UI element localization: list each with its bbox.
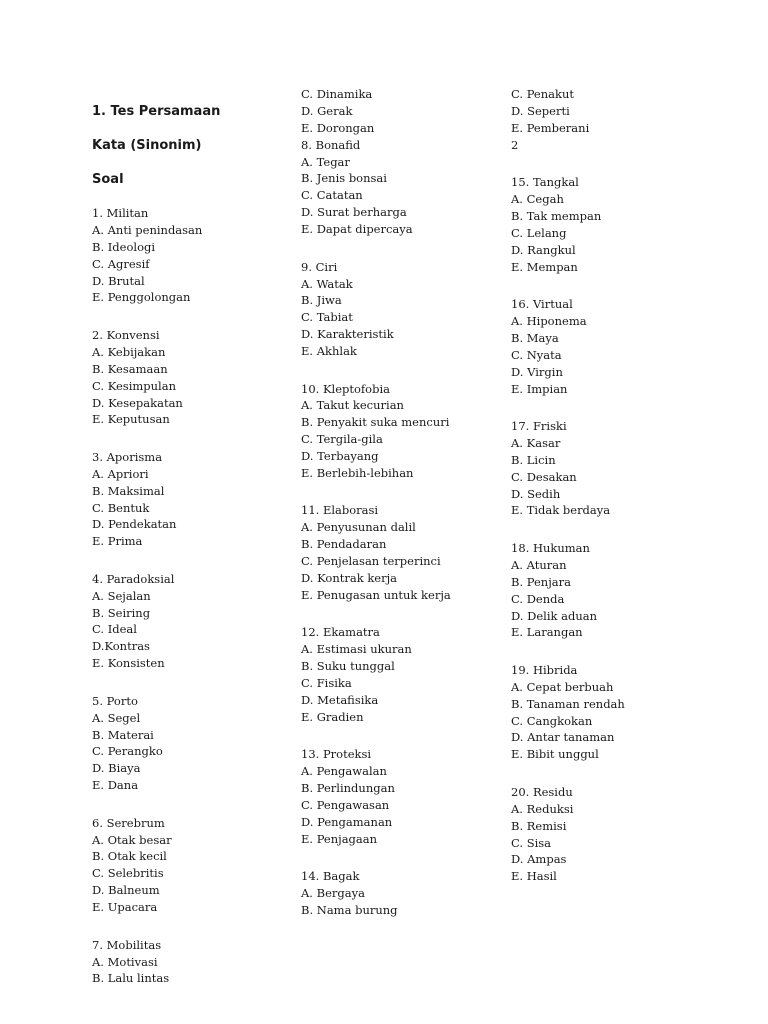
- question-block: [92, 693, 282, 794]
- answer-option: B. Seiring: [92, 605, 151, 620]
- answer-option: B. Penjara: [511, 574, 571, 589]
- answer-option: E. Penjagaan: [301, 831, 378, 846]
- answer-option: A. Kasar: [511, 435, 561, 450]
- answer-option: B. Pendadaran: [301, 537, 387, 552]
- answer-option: A. Sejalan: [92, 588, 151, 603]
- block-spacer: [92, 916, 282, 937]
- answer-option: B. Nama burung: [301, 903, 398, 918]
- question-block: [92, 571, 282, 672]
- question-text: 13. Proteksi: [301, 747, 372, 762]
- question-text: 10. Kleptofobia: [301, 381, 391, 396]
- question-text: 6. Serebrum: [92, 815, 165, 830]
- block-spacer: [511, 641, 711, 662]
- answer-option: D. Gerak: [301, 103, 353, 118]
- answer-option: A. Kebijakan: [92, 344, 166, 359]
- answer-option: A. Takut kecurian: [301, 398, 404, 413]
- question-block: [92, 449, 282, 550]
- answer-option: E. Bibit unggul: [511, 747, 599, 762]
- block-spacer: [92, 428, 282, 449]
- answer-option: C. Sisa: [511, 835, 552, 850]
- answer-option: D. Ampas: [511, 852, 567, 867]
- question-block: [301, 86, 501, 238]
- answer-option: A. Apriori: [92, 466, 149, 481]
- block-spacer: [92, 550, 282, 571]
- block-spacer: [511, 763, 711, 784]
- question-text: 18. Hukuman: [511, 540, 590, 555]
- question-text: 5. Porto: [92, 693, 138, 708]
- answer-option: E. Tidak berdaya: [511, 503, 611, 518]
- answer-option: B. Penyakit suka mencuri: [301, 415, 450, 430]
- answer-option: E. Hasil: [511, 869, 557, 884]
- answer-option: D. Brutal: [92, 273, 145, 288]
- answer-option: C. Pengawasan: [301, 798, 390, 813]
- answer-option: C. Fisika: [301, 676, 352, 691]
- answer-option: D. Kesepakatan: [92, 395, 183, 410]
- block-spacer: [511, 154, 711, 175]
- question-text: 3. Aporisma: [92, 449, 163, 464]
- question-text: 12. Ekamatra: [301, 625, 380, 640]
- answer-option: A. Reduksi: [511, 801, 574, 816]
- question-text: 15. Tangkal: [511, 175, 579, 190]
- answer-option: E. Dorongan: [301, 120, 375, 135]
- answer-option: E. Penggolongan: [92, 290, 191, 305]
- answer-option: E. Dana: [92, 778, 139, 793]
- question-block: [511, 784, 711, 885]
- answer-option: D. Delik aduan: [511, 608, 598, 623]
- answer-option: C. Kesimpulan: [92, 378, 176, 393]
- answer-option: D. Terbayang: [301, 449, 379, 464]
- question-text: 20. Residu: [511, 784, 573, 799]
- title-line-1: 1. Tes Persamaan: [92, 104, 221, 119]
- answer-option: A. Cepat berbuah: [511, 679, 614, 694]
- answer-option: E. Pemberani: [511, 120, 590, 135]
- answer-option: B. Materai: [92, 727, 154, 742]
- answer-option: A. Tegar: [301, 154, 350, 169]
- question-block: [92, 815, 282, 916]
- question-block: [511, 174, 711, 275]
- answer-option: A. Penyusunan dalil: [301, 520, 416, 535]
- block-spacer: [92, 794, 282, 815]
- question-text: 14. Bagak: [301, 869, 360, 884]
- answer-option: D. Antar tanaman: [511, 730, 615, 745]
- column-2: [301, 86, 501, 919]
- answer-option: D. Surat berharga: [301, 205, 407, 220]
- answer-option: A. Estimasi ukuran: [301, 642, 412, 657]
- answer-option: A. Motivasi: [92, 954, 158, 969]
- title-line-2: Kata (Sinonim): [92, 138, 202, 153]
- block-spacer: [511, 519, 711, 540]
- answer-option: E. Impian: [511, 381, 568, 396]
- question-block: [301, 502, 501, 603]
- question-text: 9. Ciri: [301, 259, 338, 274]
- column-3: [511, 86, 711, 885]
- answer-option: A. Pengawalan: [301, 764, 387, 779]
- question-text: 8. Bonafid: [301, 137, 361, 152]
- answer-option: B. Maksimal: [92, 483, 165, 498]
- answer-option: A. Otak besar: [92, 832, 172, 847]
- question-block: [92, 937, 282, 988]
- answer-option: C. Penjelasan terperinci: [301, 554, 441, 569]
- block-spacer: [301, 848, 501, 869]
- answer-option: E. Keputusan: [92, 412, 170, 427]
- answer-option: D. Metafisika: [301, 692, 379, 707]
- block-spacer: [301, 726, 501, 747]
- answer-option: D. Pengamanan: [301, 814, 393, 829]
- answer-option: C. Nyata: [511, 347, 562, 362]
- answer-option: B. Tak mempan: [511, 208, 602, 223]
- answer-option: D. Rangkul: [511, 242, 576, 257]
- answer-option: E. Konsisten: [92, 656, 165, 671]
- answer-option: C. Agresif: [92, 256, 150, 271]
- question-block: [92, 327, 282, 428]
- question-block: [511, 296, 711, 397]
- answer-option: B. Licin: [511, 452, 556, 467]
- question-text: 11. Elaborasi: [301, 503, 379, 518]
- answer-option: D. Biaya: [92, 761, 141, 776]
- block-spacer: [301, 360, 501, 381]
- answer-option: C. Lelang: [511, 225, 567, 240]
- answer-option: B. Maya: [511, 330, 559, 345]
- answer-option: E. Gradien: [301, 709, 364, 724]
- question-block: [511, 662, 711, 763]
- answer-option: A. Watak: [301, 276, 353, 291]
- block-spacer: [301, 482, 501, 503]
- answer-option: E. Prima: [92, 534, 143, 549]
- answer-option: D. Balneum: [92, 883, 160, 898]
- answer-option: B. Otak kecil: [92, 849, 167, 864]
- question-block: [301, 746, 501, 847]
- answer-option: D. Kontrak kerja: [301, 571, 398, 586]
- block-spacer: [92, 672, 282, 693]
- question-block: [301, 624, 501, 725]
- answer-option: B. Lalu lintas: [92, 971, 170, 986]
- answer-option: C. Selebritis: [92, 866, 164, 881]
- question-block: [92, 205, 282, 306]
- answer-option: B. Perlindungan: [301, 781, 395, 796]
- question-block: [511, 418, 711, 519]
- answer-option: C. Catatan: [301, 188, 363, 203]
- block-spacer: [301, 238, 501, 259]
- question-text: 4. Paradoksial: [92, 571, 175, 586]
- answer-option: B. Jiwa: [301, 293, 342, 308]
- answer-option: E. Berlebih-lebihan: [301, 466, 414, 480]
- answer-option: E. Dapat dipercaya: [301, 222, 413, 237]
- answer-option: A. Bergaya: [301, 886, 365, 901]
- document-title: [92, 86, 282, 205]
- answer-option: C. Cangkokan: [511, 713, 593, 728]
- answer-option: A. Hiponema: [511, 313, 587, 328]
- answer-option: E. Larangan: [511, 625, 583, 640]
- answer-option: D.Kontras: [92, 639, 150, 654]
- answer-option: C. Penakut: [511, 87, 574, 101]
- answer-option: B. Tanaman rendah: [511, 696, 625, 711]
- answer-option: D. Sedih: [511, 486, 561, 501]
- answer-option: E. Mempan: [511, 259, 578, 274]
- answer-option: B. Jenis bonsai: [301, 171, 387, 186]
- question-block: [301, 381, 501, 482]
- block-spacer: [511, 397, 711, 418]
- question-text: 1. Militan: [92, 206, 149, 220]
- question-block: [511, 540, 711, 641]
- answer-option: B. Kesamaan: [92, 361, 168, 376]
- answer-option: C. Perangko: [92, 744, 163, 759]
- question-block: [301, 868, 501, 919]
- question-text: 16. Virtual: [511, 297, 573, 312]
- question-text: 2. Konvensi: [92, 327, 160, 342]
- answer-option: E. Akhlak: [301, 344, 357, 359]
- column-1: [92, 86, 282, 987]
- answer-option: A. Segel: [92, 710, 141, 725]
- answer-option: A. Cegah: [511, 192, 564, 207]
- answer-option: B. Ideologi: [92, 239, 156, 254]
- block-spacer: [511, 276, 711, 297]
- question-text: 7. Mobilitas: [92, 937, 162, 952]
- answer-option: A. Anti penindasan: [92, 222, 203, 237]
- answer-option: B. Suku tunggal: [301, 659, 395, 674]
- question-text: 17. Friski: [511, 419, 567, 434]
- answer-option: E. Penugasan untuk kerja: [301, 587, 451, 602]
- answer-option: E. Upacara: [92, 900, 158, 915]
- question-text: 19. Hibrida: [511, 662, 578, 677]
- answer-option: D. Virgin: [511, 364, 563, 379]
- answer-option: C. Desakan: [511, 469, 577, 484]
- answer-option: B. Remisi: [511, 818, 567, 833]
- answer-option: C. Bentuk: [92, 500, 150, 515]
- question-block: [301, 259, 501, 360]
- answer-option: C. Dinamika: [301, 87, 373, 101]
- answer-option: C. Denda: [511, 591, 565, 606]
- answer-option: C. Tergila-gila: [301, 432, 383, 447]
- page-text: 2: [511, 137, 519, 152]
- block-spacer: [92, 306, 282, 327]
- answer-option: C. Ideal: [92, 622, 137, 637]
- answer-option: C. Tabiat: [301, 310, 353, 325]
- block-spacer: [301, 604, 501, 625]
- answer-option: D. Karakteristik: [301, 327, 394, 342]
- question-block: [511, 86, 711, 154]
- title-line-3: Soal: [92, 172, 124, 187]
- answer-option: D. Seperti: [511, 103, 570, 118]
- answer-option: D. Pendekatan: [92, 517, 177, 532]
- answer-option: A. Aturan: [511, 557, 567, 572]
